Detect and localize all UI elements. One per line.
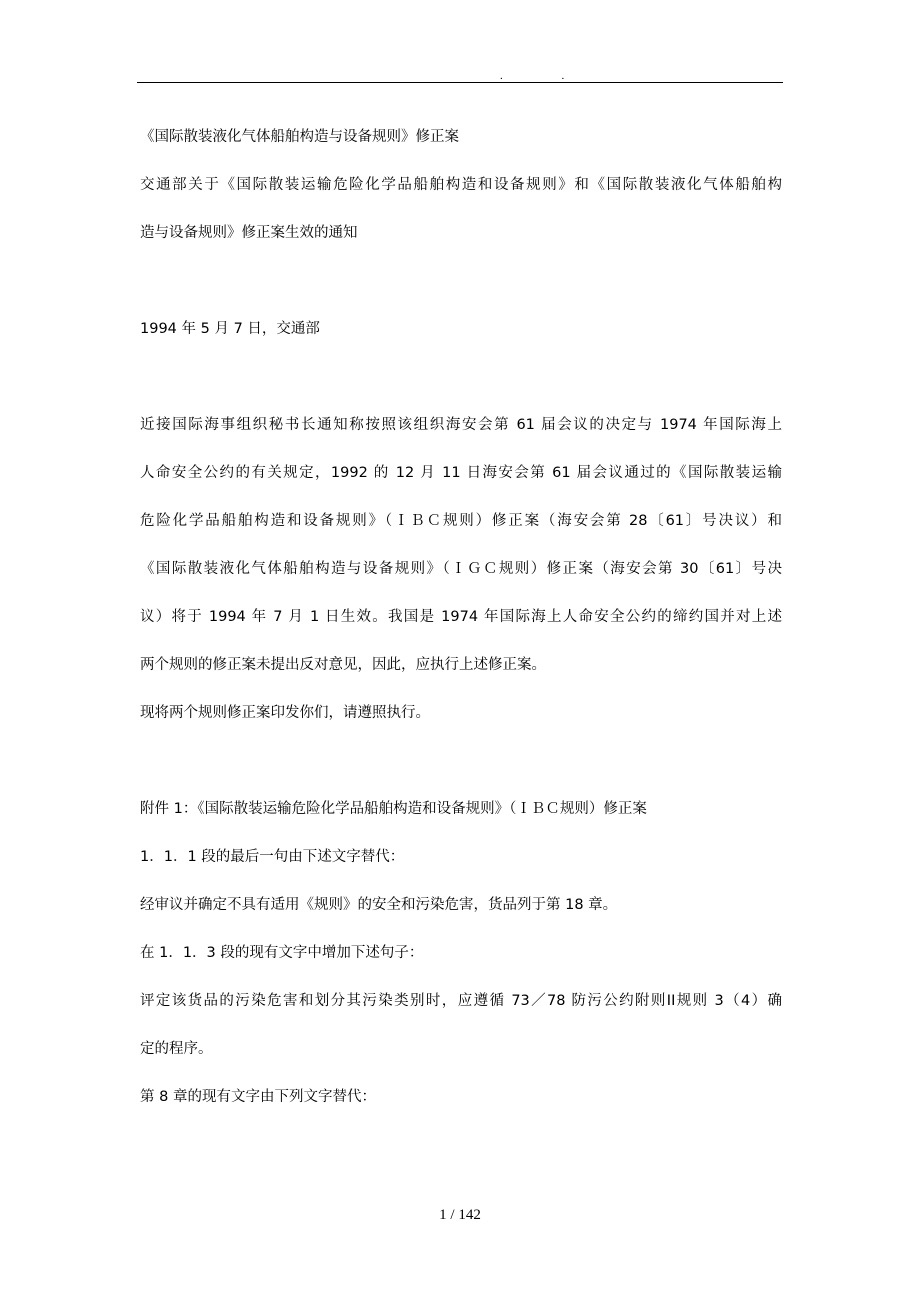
item2-heading: 在 1．1．3 段的现有文字中增加下述句子： <box>140 945 424 961</box>
annex-title: 附件 1：《国际散装运输危险化学品船舶构造和设备规则》（ＩＢＣ规则）修正案 <box>140 801 647 817</box>
header-rule <box>137 82 783 83</box>
instruction-line: 现将两个规则修正案印发你们，请遵照执行。 <box>140 705 430 721</box>
notice-title-line-1: 交通部关于《国际散装运输危险化学品船舶构造和设备规则》和《国际散装液化气体船舶构 <box>140 177 782 193</box>
date-line: 1994 年 5 月 7 日，交通部 <box>140 321 320 337</box>
item2-text-line-2: 定的程序。 <box>140 1041 213 1057</box>
body-line-1: 近接国际海事组织秘书长通知称按照该组织海安会第 61 届会议的决定与 1974 年国际海上 <box>140 417 782 433</box>
item2-text-line-1: 评定该货品的污染危害和划分其污染类别时，应遵循 73／78 防污公约附则II规则 3（4）确 <box>140 993 782 1009</box>
item1-heading: 1．1．1 段的最后一句由下述文字替代： <box>140 849 405 865</box>
document-title: 《国际散装液化气体船舶构造与设备规则》修正案 <box>140 129 459 145</box>
header-dots: . . <box>500 70 593 82</box>
item3-heading: 第 8 章的现有文字由下列文字替代： <box>140 1089 376 1105</box>
notice-title-line-2: 造与设备规则》修正案生效的通知 <box>140 225 358 241</box>
page-number: 1 / 142 <box>439 1207 481 1223</box>
body-line-4: 《国际散装液化气体船舶构造与设备规则》（ＩＧＣ规则）修正案（海安会第 30〔61〕号决 <box>140 561 782 577</box>
body-line-6: 两个规则的修正案未提出反对意见，因此，应执行上述修正案。 <box>140 657 546 673</box>
item1-text: 经审议并确定不具有适用《规则》的安全和污染危害，货品列于第 18 章。 <box>140 897 618 913</box>
body-line-5: 议）将于 1994 年 7 月 1 日生效。我国是 1974 年国际海上人命安全公约的缔约国并对上述 <box>140 609 782 625</box>
body-line-3: 危险化学品船舶构造和设备规则》（ＩＢＣ规则）修正案（海安会第 28〔61〕号决议）和 <box>140 513 782 529</box>
body-line-2: 人命安全公约的有关规定，1992 的 12 月 11 日海安会第 61 届会议通过的《国际散装运输 <box>140 465 782 481</box>
